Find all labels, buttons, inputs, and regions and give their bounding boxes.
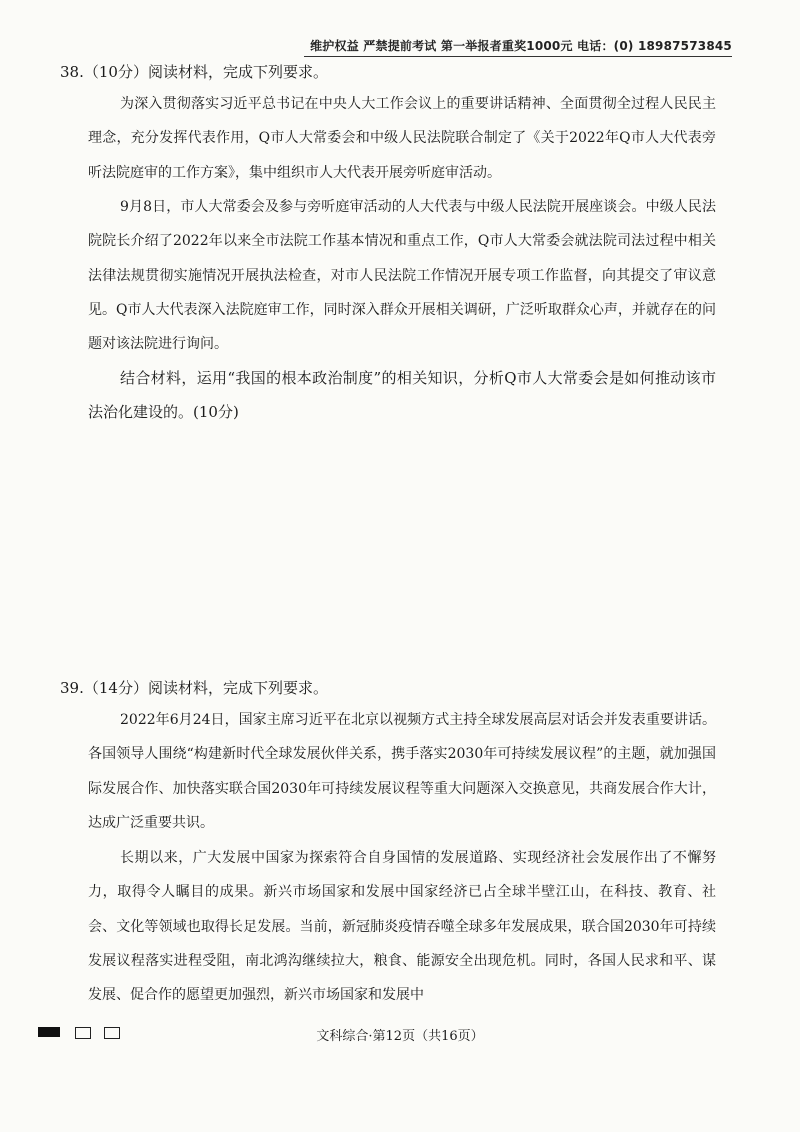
answer-blank-area [60,430,740,670]
question-38-heading: 38.（10分）阅读材料，完成下列要求。 [60,63,328,81]
question-39-material-paragraph-2: 长期以来，广大发展中国家为探索符合自身国情的发展道路、实现经济社会发展作出了不懈努力，取得令人瞩目的成果。新兴市场国家和发展中国家经济已占全球半壁江山，在科技、教育、社会、文化等领域也取得长足发展。当前，新冠肺炎疫情吞噬全球多年发展成果，联合国2030年可持续发展议程落实进程受阻，南北鸿沟继续拉大，粮食、能源安全出现危机。同时，各国人民求和平、谋发展、促合作的愿望更加强烈，新兴市场国家和发展中 [88,850,716,1004]
page-footer: 文科综合·第12页（共16页） [316,1029,484,1044]
anti-leak-notice: 维护权益 严禁提前考试 第一举报者重奖1000元 电话：(0) 18987573845 [304,37,732,57]
question-38-material-paragraph-1: 为深入贯彻落实习近平总书记在中央人大工作会议上的重要讲话精神、全面贯彻全过程人民民主理念，充分发挥代表作用，Q市人大常委会和中级人民法院联合制定了《关于2022年Q市人大代表旁听法院庭审的工作方案》，集中组织市人大代表开展旁听庭审活动。 [88,96,716,181]
question-38-task: 结合材料，运用“我国的根本政治制度”的相关知识，分析Q市人大常委会是如何推动该市法治化建设的。(10分) [88,369,716,422]
question-39-material-paragraph-1: 2022年6月24日，国家主席习近平在北京以视频方式主持全球发展高层对话会并发表重要讲话。各国领导人围绕“构建新时代全球发展伙伴关系，携手落实2030年可持续发展议程”的主题，就加强国际发展合作、加快落实联合国2030年可持续发展议程等重大问题深入交换意见，共商发展合作大计，达成广泛重要共识。 [88,712,716,831]
question-39-heading: 39.（14分）阅读材料，完成下列要求。 [60,679,328,697]
question-38-material-paragraph-2: 9月8日，市人大常委会及参与旁听庭审活动的人大代表与中级人民法院开展座谈会。中级人民法院院长介绍了2022年以来全市法院工作基本情况和重点工作，Q市人大常委会就法院司法过程中相关法律法规贯彻实施情况开展执法检查，对市人民法院工作情况开展专项工作监督，向其提交了审议意见。Q市人大代表深入法院庭审工作，同时深入群众开展相关调研，广泛听取群众心声，并就存在的问题对该法院进行询问。 [88,199,716,353]
